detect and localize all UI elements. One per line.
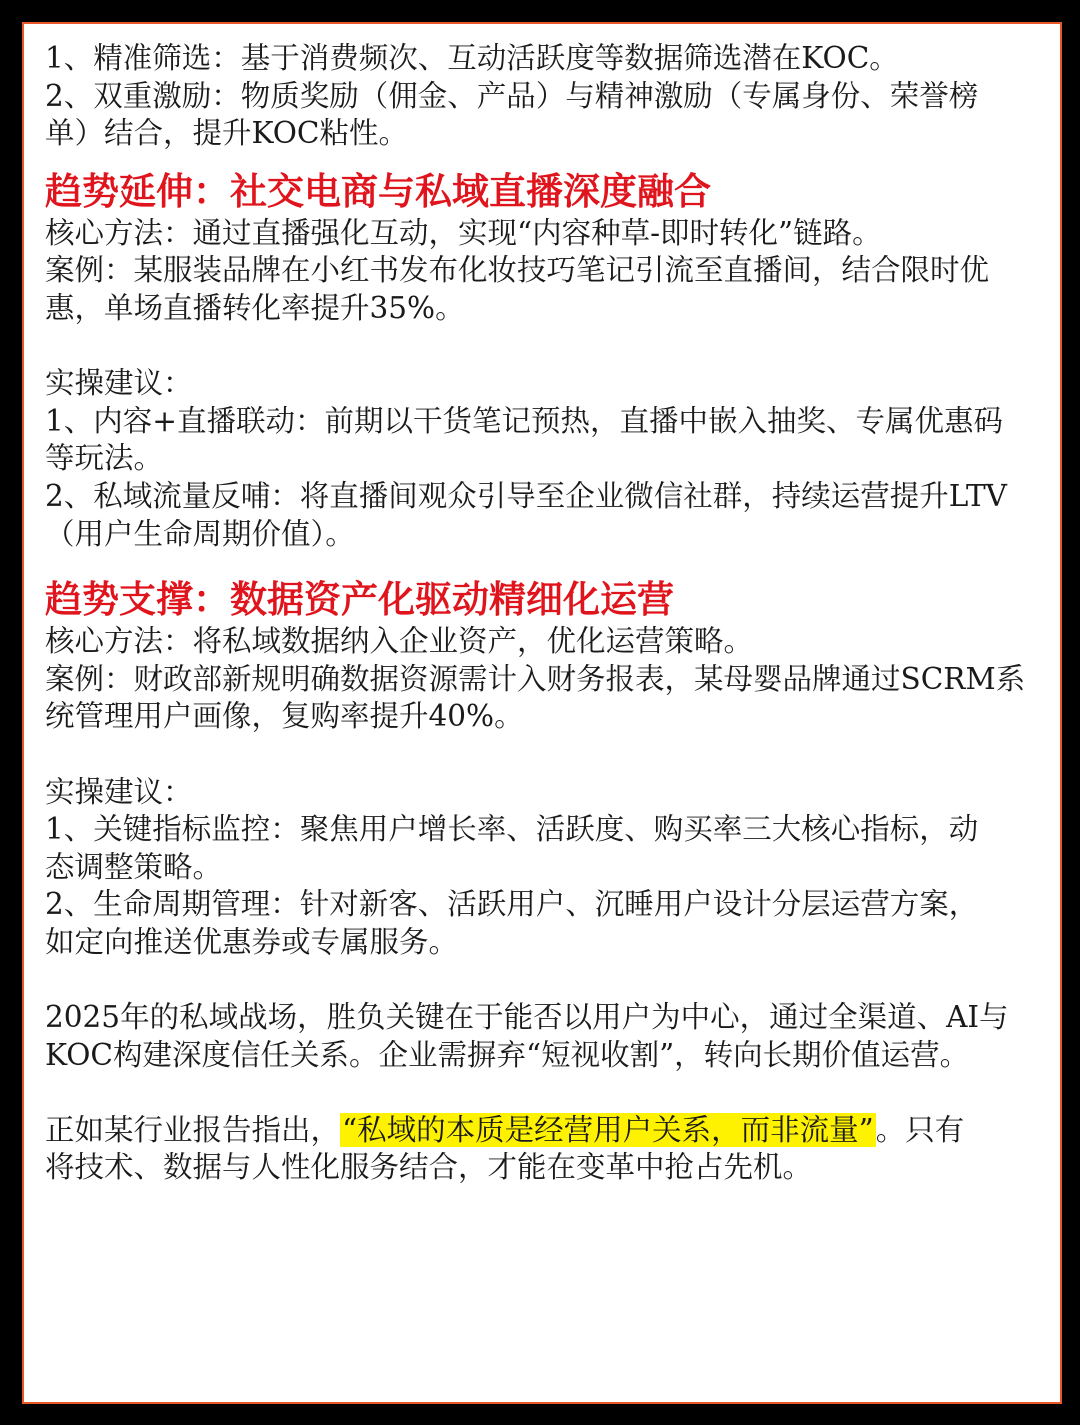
live-advice-title: 实操建议： [45, 366, 193, 401]
live-core-method: 核心方法：通过直播强化互动，实现“内容种草-即时转化”链路。 [45, 215, 882, 250]
live-case-line-1: 案例：某服装品牌在小红书发布化妆技巧笔记引流至直播间，结合限时优 [45, 253, 990, 288]
data-advice-1-line-2: 态调整策略。 [45, 849, 223, 884]
document-page [22, 22, 1062, 1404]
conclusion-2-suffix: 。只有 [875, 1112, 965, 1147]
koc-point-1: 1、精准筛选：基于消费频次、互动活跃度等数据筛选潜在KOC。 [45, 41, 899, 75]
conclusion-2-line-2: 将技术、数据与人性化服务结合，才能在变革中抢占先机。 [45, 1150, 813, 1185]
conclusion-2-prefix: 正如某行业报告指出， [45, 1112, 341, 1147]
paragraph-spacer [45, 1074, 1055, 1112]
data-advice-1-line-1: 1、关键指标监控：聚焦用户增长率、活跃度、购买率三大核心指标，动 [45, 812, 979, 847]
live-advice-1-line-2: 等玩法。 [45, 441, 164, 476]
live-advice-2-line-2: （用户生命周期价值）。 [45, 516, 355, 551]
data-advice-2-line-2: 如定向推送优惠券或专属服务。 [45, 924, 459, 959]
data-advice-title: 实操建议： [45, 774, 193, 809]
koc-point-2-line-2: 单）结合，提升KOC粘性。 [45, 116, 409, 151]
article-body [45, 40, 1055, 1187]
live-advice-2-line-1: 2、私域流量反哺：将直播间观众引导至企业微信社群，持续运营提升LTV [45, 478, 1007, 513]
live-advice-1-line-1: 1、内容+直播联动：前期以干货笔记预热，直播中嵌入抽奖、专属优惠码 [45, 403, 1003, 438]
data-core-method: 核心方法：将私域数据纳入企业资产，优化运营策略。 [45, 624, 754, 659]
paragraph-spacer [45, 736, 1055, 774]
conclusion-2-line-1 [45, 1112, 1055, 1150]
conclusion-1-line-1: 2025年的私域战场，胜负关键在于能否以用户为中心，通过全渠道、AI与 [45, 1000, 1009, 1035]
paragraph-spacer [45, 328, 1055, 366]
section-heading-live-commerce: 趋势延伸：社交电商与私域直播深度融合 [45, 168, 711, 213]
conclusion-1-line-2: KOC构建深度信任关系。企业需摒弃“短视收割”，转向长期价值运营。 [45, 1037, 970, 1072]
data-advice-2-line-1: 2、生命周期管理：针对新客、活跃用户、沉睡用户设计分层运营方案， [45, 887, 979, 922]
koc-point-2-line-1: 2、双重激励：物质奖励（佣金、产品）与精神激励（专属身份、荣誉榜 [45, 78, 979, 113]
live-case-line-2: 惠，单场直播转化率提升35%。 [45, 290, 465, 325]
paragraph-spacer [45, 961, 1055, 999]
highlighted-quote: “私域的本质是经营用户关系，而非流量” [342, 1112, 874, 1147]
data-case-line-2: 统管理用户画像，复购率提升40%。 [45, 699, 524, 734]
data-case-line-1: 案例：财政部新规明确数据资源需计入财务报表，某母婴品牌通过SCRM系 [45, 661, 1026, 696]
section-heading-data-assets: 趋势支撑：数据资产化驱动精细化运营 [45, 577, 674, 622]
